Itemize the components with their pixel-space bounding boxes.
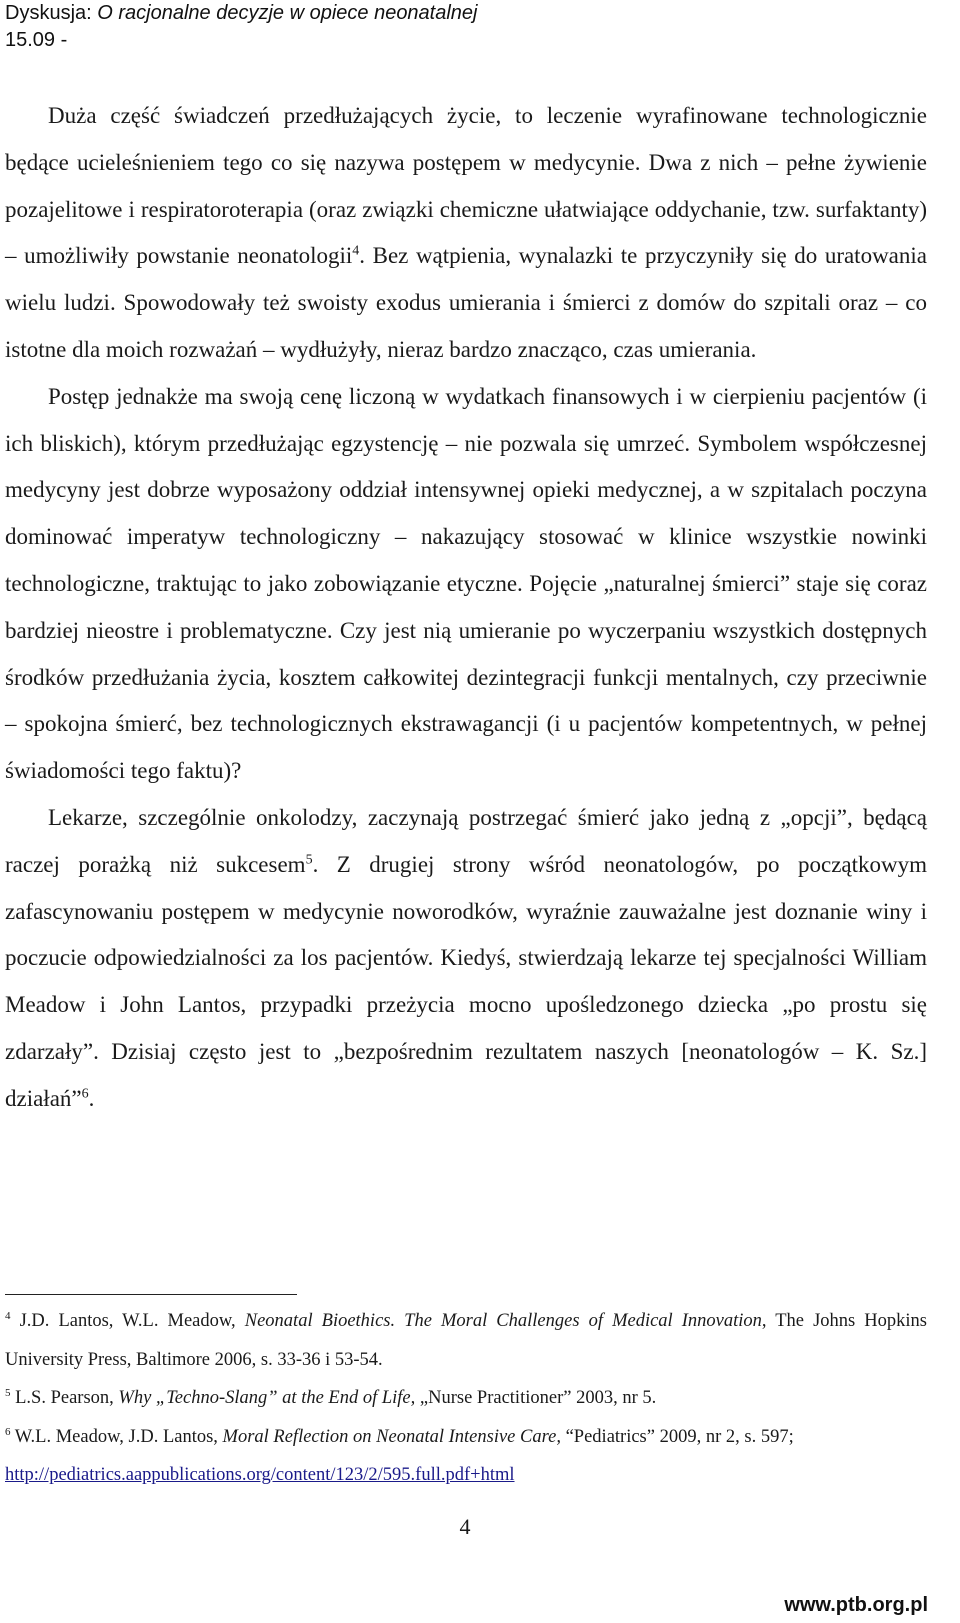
footnote-publisher: „Nurse Practitioner” 2003, nr 5.: [415, 1388, 657, 1408]
paragraph-3-part-1: Lekarze, szczególnie onkolodzy, zaczynają postrzegać śmierć jako jedną z „opcji”, będącą raczej porażką niż sukcesem: [5, 804, 927, 877]
footnote-url-link[interactable]: http://pediatrics.aappublications.org/content/123/2/595.full.pdf+html: [5, 1465, 515, 1485]
header-prefix: Dyskusja:: [5, 2, 98, 24]
paragraph-3-part-2: . Z drugiej strony wśród neonatologów, po początkowym zafascynowaniu postępem w medycynie noworodków, wyraźnie zauważalne jest doznanie winy i poczucie odpowiedzialności za los pacjentów. Kiedyś, stwierdzają lekarze tej specjalności William Meadow i John Lantos, przypadki przeżycia mocno upośledzonego dziecka „po prostu się zdarzały”. Dzisiaj często jest to „bezpośrednim rezultatem naszych [neonatologów – K. Sz.] działań”: [5, 851, 928, 1111]
page-number: 4: [459, 1514, 471, 1539]
paragraph-3-part-3: .: [88, 1085, 95, 1111]
paragraph-3: [5, 795, 927, 1123]
footnote-work-title: Neonatal Bioethics. The Moral Challenges of Medical Innovation: [244, 1311, 762, 1331]
footnote-divider: [5, 1294, 297, 1295]
footnote-authors: L.S. Pearson,: [10, 1388, 119, 1408]
paragraph-1: [5, 93, 927, 374]
footnote-authors: J.D. Lantos, W.L. Meadow,: [10, 1311, 245, 1331]
footnote-ref-5[interactable]: 5: [305, 852, 313, 868]
header-date: 15.09 -: [5, 29, 68, 51]
footnote-work-title: Why „Techno-Slang” at the End of Life,: [118, 1388, 416, 1408]
document-header: [5, 0, 478, 54]
footnote-6: [5, 1418, 927, 1495]
footnote-number: 5: [5, 1386, 11, 1399]
footnote-number: 6: [5, 1425, 11, 1438]
footnote-number: 4: [5, 1309, 11, 1322]
footnote-publisher: , The Johns Hopkins University Press, Baltimore 2006, s. 33-36 i 53-54.: [5, 1311, 928, 1370]
footnote-authors: W.L. Meadow, J.D. Lantos,: [10, 1426, 223, 1447]
footnotes: [5, 1302, 927, 1495]
footnote-work-title: Moral Reflection on Neonatal Intensive Care,: [222, 1426, 561, 1447]
main-text: [5, 93, 927, 1123]
footnote-ref-6[interactable]: 6: [81, 1086, 89, 1102]
footnote-5: [5, 1379, 927, 1418]
site-watermark: www.ptb.org.pl: [784, 1594, 928, 1616]
header-title: O racjonalne decyzje w opiece neonatalnej: [97, 2, 478, 24]
header-title-line: [5, 0, 478, 27]
paragraph-2: Postęp jednakże ma swoją cenę liczoną w wydatkach finansowych i w cierpieniu pacjentów (i ich bliskich), którym przedłużając egzystencję – nie pozwala się umrzeć. Symbolem współczesnej medycyny jest dobrze wyposażony oddział intensywnej opieki medycznej, a w szpitalach poczyna dominować imperatyw technologiczny – nakazujący stosować w klinice wszystkie nowinki technologiczne, traktując to jako zobowiązanie etyczne. Pojęcie „naturalnej śmierci” staje się coraz bardziej nieostre i problematyczne. Czy jest nią umieranie po wyczerpaniu wszystkich dostępnych środków przedłużania życia, kosztem całkowitej dezintegracji funkcji mentalnych, czy przeciwnie – spokojna śmierć, bez technologicznych ekstrawagancji (i u pacjentów kompetentnych, w pełnej świadomości tego faktu)?: [5, 383, 927, 784]
paragraph-1-part-1: Duża część świadczeń przedłużających życie, to leczenie wyrafinowane technologicznie będące ucieleśnieniem tego co się nazywa postępem w medycynie. Dwa z nich – pełne żywienie pozajelitowe i respiratoroterapia (oraz związki chemiczne ułatwiające oddychanie, tzw. surfaktanty) – umożliwiły powstanie neonatologii: [5, 103, 927, 269]
paragraph-1-part-2: . Bez wątpienia, wynalazki te przyczyniły się do uratowania wielu ludzi. Spowodowały też swoisty exodus umierania i śmierci z domów do szpitali oraz – co istotne dla moich rozważań – wydłużyły, nieraz bardzo znacząco, czas umierania.: [5, 243, 927, 362]
footnote-ref-4[interactable]: 4: [352, 243, 360, 259]
footnote-4: [5, 1302, 927, 1379]
footnote-publisher: “Pediatrics” 2009, nr 2, s. 597;: [560, 1426, 794, 1447]
